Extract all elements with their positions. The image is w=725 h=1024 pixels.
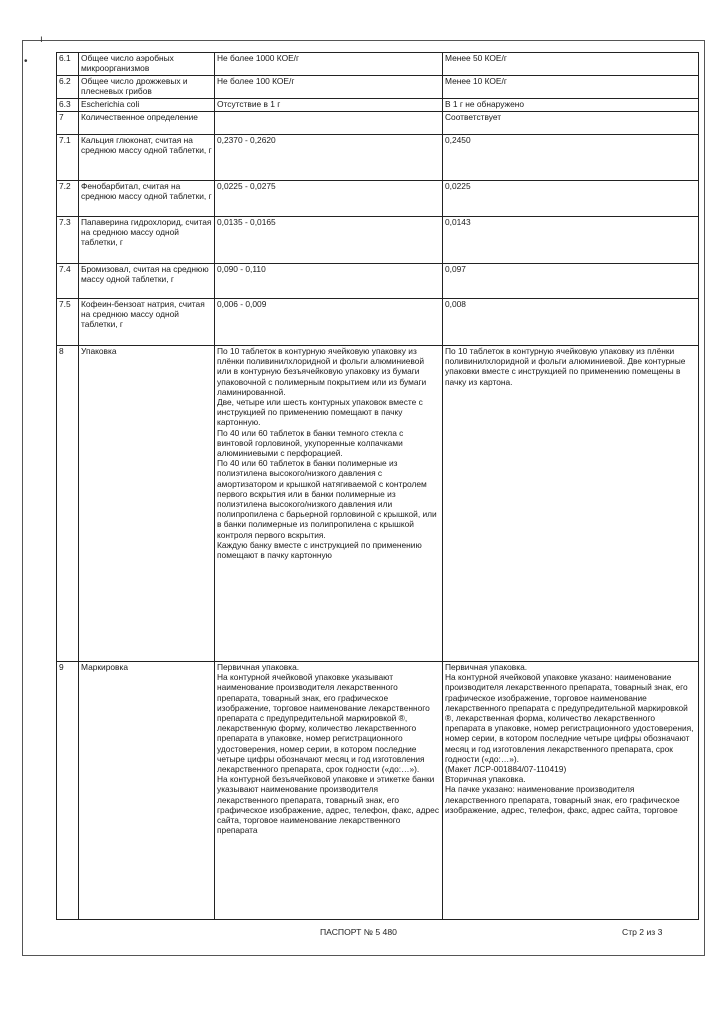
result-value: 0,097 [443,264,699,299]
parameter-name: Упаковка [79,346,215,662]
result-value: Первичная упаковка. На контурной ячейковой упаковке указано: наименование производителя лекарственного препарата, товарный знак, его графическое изображение, торговое наименование лекарственного препарата с предупредительной маркировкой ®, лекарственная форма, количество лекарственного препарата в упаковке, номер регистрационного удостоверения, номер серии, в котором последние четыре цифры обозначают месяц и год изготовления лекарственного препарата, срок годности («до:…»). (Макет ЛСР-001884/07-110419) Вторичная упаковка. На пачке указано: наименование производителя лекарственного препарата, товарный знак, его графическое изображение, адрес, телефон, факс, адрес сайта, торговое [443,662,699,920]
row-number: 7.2 [57,181,79,217]
table-row [57,264,699,299]
requirement-value: 0,0225 - 0,0275 [215,181,443,217]
requirement-value: Первичная упаковка. На контурной ячейковой упаковке указывают наименование производителя лекарственного препарата, товарный знак, его графическое изображение, торговое наименование лекарственного препарата с предупредительной маркировкой ®, лекарственную форму, количество лекарственного препарата в упаковке, номер регистрационного удостоверения, номер серии, в котором последние четыре цифры обозначают месяц и год изготовления лекарственного препарата, срок годности («до:…»). На контурной безъячейковой упаковке и этикетке банки указывают наименование производителя лекарственного препарата, товарный знак, его графическое изображение, адрес, телефон, факс, адрес сайта, торговое наименование лекарственного препарата [215,662,443,920]
requirement-value: Отсутствие в 1 г [215,99,443,112]
row-number: 7.1 [57,135,79,181]
row-number: 7.3 [57,217,79,264]
table-row [57,76,699,99]
parameter-name: Общее число аэробных микроорганизмов [79,53,215,76]
row-number: 7 [57,112,79,135]
top-mark: ı [40,34,43,45]
table-row [57,217,699,264]
requirement-value: 0,0135 - 0,0165 [215,217,443,264]
requirement-value: По 10 таблеток в контурную ячейковую упаковку из плёнки поливинилхлоридной и фольги алюминиевой или в контурную безъячейковую упаковку из бумаги упаковочной с полимерным покрытием или из бумаги ламинированной. Две, четыре или шесть контурных упаковок вместе с инструкцией по применению помещают в пачку картонную. По 40 или 60 таблеток в банки темного стекла с винтовой горловиной, укупоренные колпачками алюминиевыми с перфорацией. По 40 или 60 таблеток в банки полимерные из полиэтилена высокого/низкого давления с амортизатором и крышкой натягиваемой с контролем первого вскрытия или в банки полимерные из полиэтилена высокого/низкого давления или полипропилена с барьерной горловиной с крышкой, или в банки полимерные из полипропилена с крышкой контроля первого вскрытия. Каждую банку вместе с инструкцией по применению помещают в пачку картонную [215,346,443,662]
result-value: 0,008 [443,299,699,346]
table-row [57,662,699,920]
row-number: 9 [57,662,79,920]
parameter-name: Общее число дрожжевых и плесневых грибов [79,76,215,99]
table-row [57,181,699,217]
row-number: 7.5 [57,299,79,346]
row-number: 6.2 [57,76,79,99]
parameter-name: Кофеин-бензоат натрия, считая на среднюю массу одной таблетки, г [79,299,215,346]
table-row [57,112,699,135]
parameter-name: Фенобарбитал, считая на среднюю массу одной таблетки, г [79,181,215,217]
table-row [57,135,699,181]
row-number: 8 [57,346,79,662]
parameter-name: Кальция глюконат, считая на среднюю массу одной таблетки, г [79,135,215,181]
result-value: Менее 10 КОЕ/г [443,76,699,99]
requirement-value: 0,2370 - 0,2620 [215,135,443,181]
result-value: Соответствует [443,112,699,135]
result-value: В 1 г не обнаружено [443,99,699,112]
result-value: По 10 таблеток в контурную ячейковую упаковку из плёнки поливинилхлоридной и фольги алюминиевой. Две контурные упаковки вместе с инструкцией по применению помещены в пачку из картона. [443,346,699,662]
requirement-value: 0,006 - 0,009 [215,299,443,346]
result-value: Менее 50 КОЕ/г [443,53,699,76]
table-row [57,99,699,112]
result-value: 0,0225 [443,181,699,217]
row-number: 6.1 [57,53,79,76]
parameter-name: Маркировка [79,662,215,920]
requirement-value: Не более 1000 КОЕ/г [215,53,443,76]
page-number: Стр 2 из 3 [622,927,663,937]
specification-table [56,52,699,920]
result-value: 0,2450 [443,135,699,181]
table-row [57,346,699,662]
table-row [57,53,699,76]
parameter-name: Количественное определение [79,112,215,135]
row-number: 7.4 [57,264,79,299]
requirement-value: 0,090 - 0,110 [215,264,443,299]
side-mark: • [24,56,28,67]
row-number: 6.3 [57,99,79,112]
requirement-value [215,112,443,135]
requirement-value: Не более 100 КОЕ/г [215,76,443,99]
result-value: 0,0143 [443,217,699,264]
parameter-name: Папаверина гидрохлорид, считая на среднюю массу одной таблетки, г [79,217,215,264]
parameter-name: Escherichia coli [79,99,215,112]
parameter-name: Бромизовал, считая на среднюю массу одной таблетки, г [79,264,215,299]
table-row [57,299,699,346]
passport-number: ПАСПОРТ № 5 480 [320,927,397,937]
